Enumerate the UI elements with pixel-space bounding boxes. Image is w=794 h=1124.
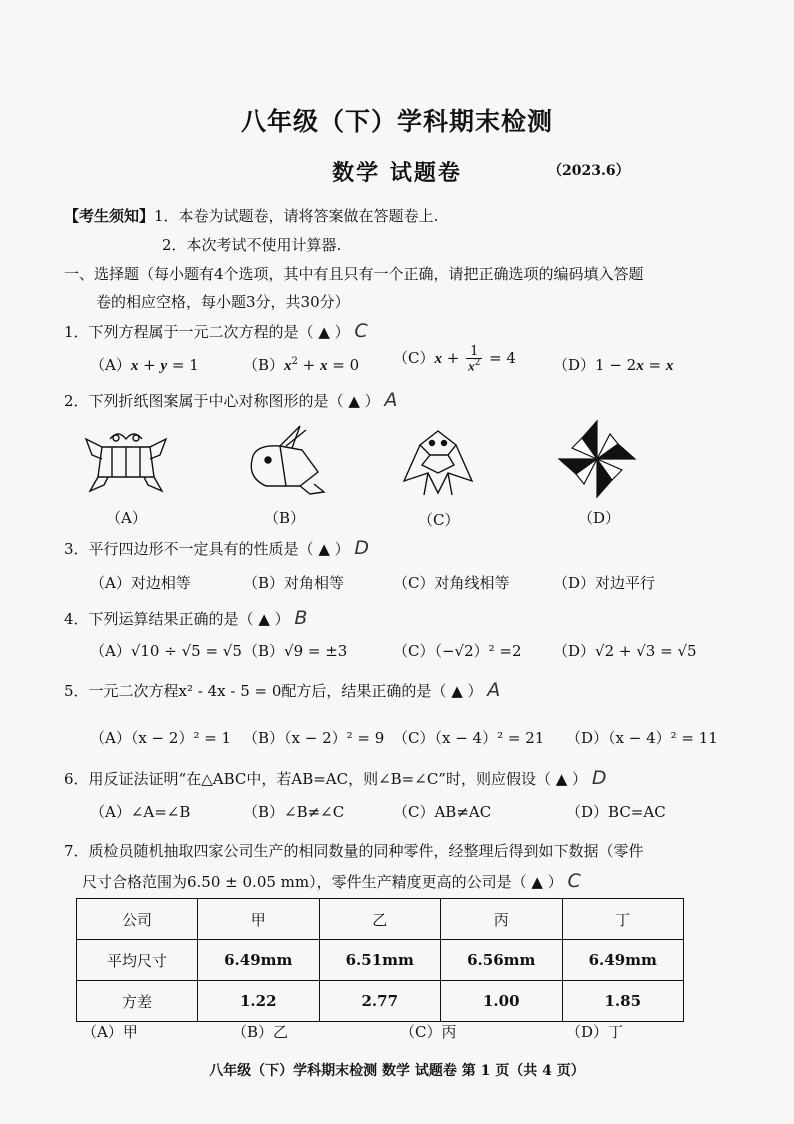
question-4-stem — [64, 607, 307, 629]
figure-label-a: （A） — [106, 509, 147, 527]
question-6-option-a: （A）∠A=∠B — [90, 803, 191, 821]
question-2-handwritten-mark: A — [384, 389, 398, 411]
question-4-option-b: （B）√9 = ±3 — [243, 642, 348, 660]
question-3-text: 3．平行四边形不一定具有的性质是（ ▲ ） — [64, 540, 350, 558]
table-header-cell: 乙 — [319, 899, 441, 940]
question-5-stem — [64, 679, 500, 701]
question-6-handwritten-mark: D — [591, 767, 607, 789]
question-2-text: 2．下列折纸图案属于中心对称图形的是（ ▲ ） — [64, 392, 380, 410]
table-header-cell: 公司 — [77, 899, 198, 940]
question-7-option-d: （D）丁 — [566, 1023, 624, 1041]
question-7-option-a: （A）甲 — [82, 1023, 138, 1041]
notice-line-1 — [64, 205, 438, 226]
notice-item-1: 1．本卷为试题卷，请将答案做在答题卷上. — [154, 207, 439, 225]
table-row — [77, 940, 684, 981]
question-3-handwritten-mark: D — [354, 537, 370, 559]
question-4-option-a: （A）√10 ÷ √5 = √5 — [90, 642, 242, 660]
table-cell: 6.51mm — [319, 940, 441, 981]
exam-title: 八年级（下）学科期末检测 — [240, 107, 553, 136]
table-cell: 2.77 — [319, 981, 441, 1022]
question-1-stem — [64, 320, 368, 342]
question-1-option-d: （D）1 − 2x = x — [553, 356, 674, 374]
table-cell: 方差 — [77, 981, 198, 1022]
question-7-data-table — [76, 898, 684, 1022]
question-2-stem — [64, 389, 397, 411]
pinwheel-origami-figure — [552, 416, 642, 502]
question-4-option-c: （C）（−√2）² =2 — [393, 642, 522, 660]
question-1-option-a: （A）x + y = 1 — [90, 356, 199, 374]
table-cell: 6.56mm — [441, 940, 563, 981]
question-1-option-b: $(B)x^2 + x = 0$ — [243, 356, 360, 374]
question-7-option-b: （B）乙 — [232, 1023, 289, 1041]
question-5-option-c: （C）（x − 4）² = 21 — [393, 729, 545, 747]
subtitle-text: 数学 试题卷 — [332, 160, 462, 186]
section1-heading-cont: 卷的相应空格，每小题3分，共30分） — [96, 293, 350, 311]
bird-origami-figure — [398, 425, 480, 500]
table-cell: 6.49mm — [198, 940, 320, 981]
question-7-stem: 7．质检员随机抽取四家公司生产的相同数量的同种零件，经整理后得到如下数据（零件 — [64, 842, 644, 860]
question-7-text-cont: 尺寸合格范围为6.50 ± 0.05 mm），零件生产精度更高的公司是（ ▲ ） — [82, 873, 563, 891]
question-1-text: 1．下列方程属于一元二次方程的是（ ▲ ） — [64, 323, 350, 341]
table-cell: 1.85 — [562, 981, 684, 1022]
question-6-option-b: （B）∠B≠∠C — [243, 803, 345, 821]
table-row — [77, 981, 684, 1022]
question-1-option-c: （C）x + $\frac{1}{x^2}$ = 4 — [393, 344, 516, 374]
table-cell: 1.00 — [441, 981, 563, 1022]
question-5-text: 5．一元二次方程x² - 4x - 5 = 0配方后，结果正确的是（ ▲ ） — [64, 682, 483, 700]
question-4-option-d: （D）√2 + √3 = √5 — [553, 642, 697, 660]
question-6-option-c: （C）AB≠AC — [393, 803, 492, 821]
question-3-option-a: （A）对边相等 — [90, 574, 191, 592]
question-3-option-d: （D）对边平行 — [553, 574, 656, 592]
question-4-text: 4．下列运算结果正确的是（ ▲ ） — [64, 610, 290, 628]
table-cell: 平均尺寸 — [77, 940, 198, 981]
table-header-cell: 甲 — [198, 899, 320, 940]
frog-origami-figure — [80, 425, 170, 500]
question-7-option-c: （C）丙 — [400, 1023, 457, 1041]
figure-label-c: （C） — [418, 511, 460, 529]
figure-label-d: （D） — [578, 509, 621, 527]
table-cell: 1.22 — [198, 981, 320, 1022]
question-1-handwritten-mark: C — [354, 320, 368, 342]
question-3-stem — [64, 537, 369, 559]
question-5-option-b: （B）（x − 2）² = 9 — [243, 729, 385, 747]
question-3-option-c: （C）对角线相等 — [393, 574, 510, 592]
page-footer: 八年级（下）学科期末检测 数学 试题卷 第 1 页（共 4 页） — [209, 1063, 585, 1079]
question-3-option-b: （B）对角相等 — [243, 574, 345, 592]
question-5-handwritten-mark: A — [487, 679, 501, 701]
question-7-handwritten-mark: C — [567, 870, 581, 892]
table-header-cell: 丙 — [441, 899, 563, 940]
table-cell: 6.49mm — [562, 940, 684, 981]
question-6-text: 6．用反证法证明“在△ABC中，若AB=AC，则∠B=∠C”时，则应假设（ ▲ ） — [64, 770, 588, 788]
rabbit-origami-figure — [240, 420, 330, 500]
question-7-stem-cont — [82, 870, 581, 892]
exam-subtitle — [0, 156, 794, 187]
question-5-option-a: （A）（x − 2）² = 1 — [90, 729, 232, 747]
notice-label: 【考生须知】 — [64, 207, 155, 225]
question-6-option-d: （D）BC=AC — [566, 803, 666, 821]
question-6-stem — [64, 767, 606, 789]
notice-item-2: 2．本次考试不使用计算器. — [162, 236, 342, 254]
question-4-handwritten-mark: B — [294, 607, 308, 629]
section1-heading: 一、选择题（每小题有4个选项，其中有且只有一个正确，请把正确选项的编码填入答题 — [64, 265, 644, 283]
table-header-cell: 丁 — [562, 899, 684, 940]
exam-date: （2023.6） — [548, 163, 630, 179]
question-5-option-d: （D）（x − 4）² = 11 — [566, 729, 718, 747]
figure-label-b: （B） — [264, 509, 306, 527]
table-header-row — [77, 899, 684, 940]
